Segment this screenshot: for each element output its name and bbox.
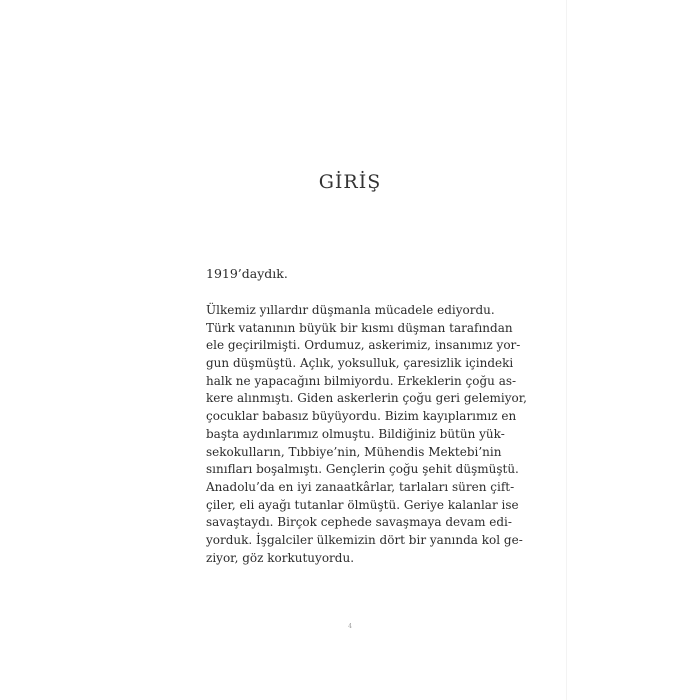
paragraph-line: çocuklar babasız büyüyordu. Bizim kayıplarımız en <box>206 409 517 424</box>
paragraph-line: gun düşmüştü. Açlık, yoksulluk, çaresizlik içindeki <box>206 356 514 371</box>
paragraph-line: savaştaydı. Birçok cephede savaşmaya devam edi- <box>206 515 512 530</box>
paragraph-line: sınıfları boşalmıştı. Gençlerin çoğu şehit düşmüştü. <box>206 462 519 477</box>
paragraph-line: ele geçirilmişti. Ordumuz, askerimiz, insanımız yor- <box>206 338 521 353</box>
body-paragraph <box>206 302 527 567</box>
paragraph-line: Anadolu’da en iyi zanaatkârlar, tarlaları süren çift- <box>206 479 515 494</box>
chapter-title: GİRİŞ <box>318 171 382 193</box>
intro-line: 1919’daydık. <box>206 266 288 281</box>
page-number: 4 <box>348 623 352 630</box>
paragraph-line: sekokulların, Tıbbiye’nin, Mühendis Mektebi’nin <box>206 444 502 459</box>
paragraph-line: ziyor, göz korkutuyordu. <box>206 550 355 565</box>
paragraph-line: halk ne yapacağını bilmiyordu. Erkeklerin çoğu as- <box>206 373 517 388</box>
paragraph-line: Türk vatanının büyük bir kısmı düşman tarafından <box>206 320 513 335</box>
paragraph-line: başta aydınlarımız olmuştu. Bildiğiniz bütün yük- <box>206 426 505 441</box>
paragraph-line: Ülkemiz yıllardır düşmanla mücadele ediyordu. <box>206 303 495 317</box>
paragraph-line: çiler, eli ayağı tutanlar ölmüştü. Geriye kalanlar ise <box>206 497 519 512</box>
paragraph-line: yorduk. İşgalciler ülkemizin dört bir yanında kol ge- <box>206 532 523 547</box>
page-edge-divider <box>566 0 567 700</box>
paragraph-line: kere alınmıştı. Giden askerlerin çoğu geri gelemiyor, <box>206 391 527 406</box>
